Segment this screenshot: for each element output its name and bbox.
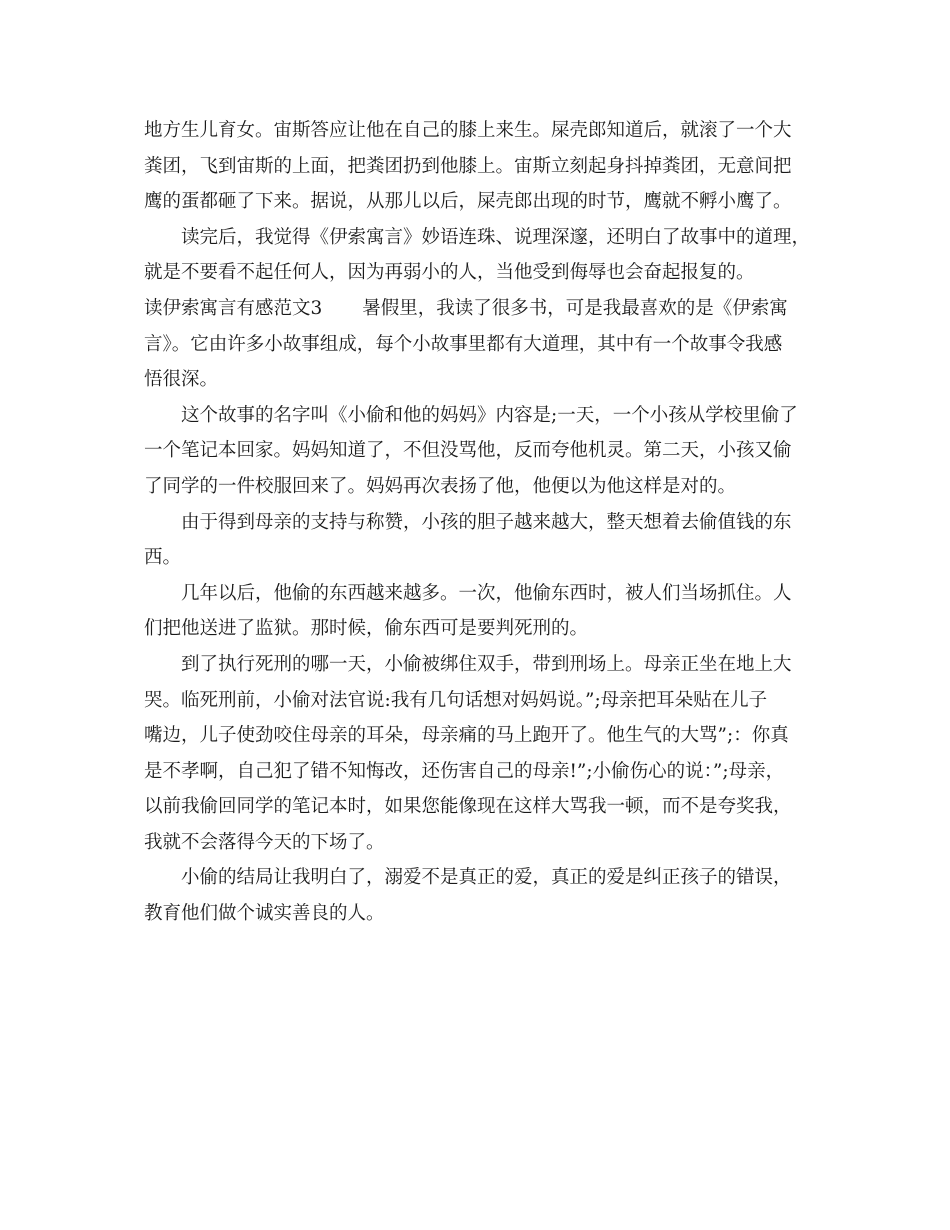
paragraph-start-line: 由于得到母亲的支持与称赞，小孩的胆子越来越大，整天想着去偷值钱的东 [181, 511, 792, 533]
section-heading-line [144, 291, 824, 327]
text-line: 悟很深。 [144, 369, 219, 391]
text-segment: 暑假里，我读了很多书，可是我最喜欢的是《伊索寓 [362, 297, 788, 319]
document-body [144, 113, 824, 932]
text-line: 就是不要看不起任何人，因为再弱小的人，当他受到侮辱也会奋起报复的。 [144, 262, 755, 284]
text-line: 地方生儿育女。宙斯答应让他在自己的膝上来生。屎壳郎知道后，就滚了一个大 [144, 120, 792, 141]
text-line: 西。 [144, 547, 182, 569]
text-line: 是不孝啊，自己犯了错不知悔改，还伤害自己的母亲!”;小偷伤心的说：”;母亲， [144, 760, 785, 782]
text-line: 一个笔记本回家。妈妈知道了，不但没骂他，反而夸他机灵。第二天，小孩又偷 [144, 440, 792, 462]
text-line: 言》。它由许多小故事组成，每个小故事里都有大道理，其中有一个故事令我感 [144, 333, 783, 355]
text-line: 粪团，飞到宙斯的上面，把粪团扔到他膝上。宙斯立刻起身抖掉粪团，无意间把 [144, 155, 792, 177]
paragraph-start-line: 几年以后，他偷的东西越来越多。一次，他偷东西时，被人们当场抓住。人 [181, 582, 792, 604]
section-heading: 读伊索寓言有感范文3 [144, 297, 323, 319]
text-line: 以前我偷回同学的笔记本时，如果您能像现在这样大骂我一顿，而不是夸奖我， [144, 796, 792, 818]
paragraph-start-line: 这个故事的名字叫《小偷和他的妈妈》内容是;一天，一个小孩从学校里偷了 [181, 404, 798, 426]
text-line: 了同学的一件校服回来了。妈妈再次表扬了他，他便以为他这样是对的。 [144, 475, 737, 497]
paragraph-start-line: 到了执行死刑的哪一天，小偷被绑住双手，带到刑场上。母亲正坐在地上大 [181, 653, 792, 675]
text-line: 教育他们做个诚实善良的人。 [144, 903, 385, 925]
text-line: 们把他送进了监狱。那时候，偷东西可是要判死刑的。 [144, 618, 589, 640]
text-line: 鹰的蛋都砸了下来。据说，从那儿以后，屎壳郎出现的时节，鹰就不孵小鹰了。 [144, 191, 792, 213]
paragraph-start-line: 小偷的结局让我明白了，溺爱不是真正的爱，真正的爱是纠正孩子的错误， [181, 867, 792, 889]
text-line: 哭。临死刑前，小偷对法官说:我有几句话想对妈妈说。”;母亲把耳朵贴在儿子 [144, 689, 768, 711]
text-line: 嘴边，儿子使劲咬住母亲的耳朵，母亲痛的马上跑开了。他生气的大骂”;：你真 [144, 725, 789, 747]
paragraph-start-line: 读完后，我觉得《伊索寓言》妙语连珠、说理深邃，还明白了故事中的道理， [181, 226, 811, 248]
text-line: 我就不会落得今天的下场了。 [144, 831, 385, 853]
